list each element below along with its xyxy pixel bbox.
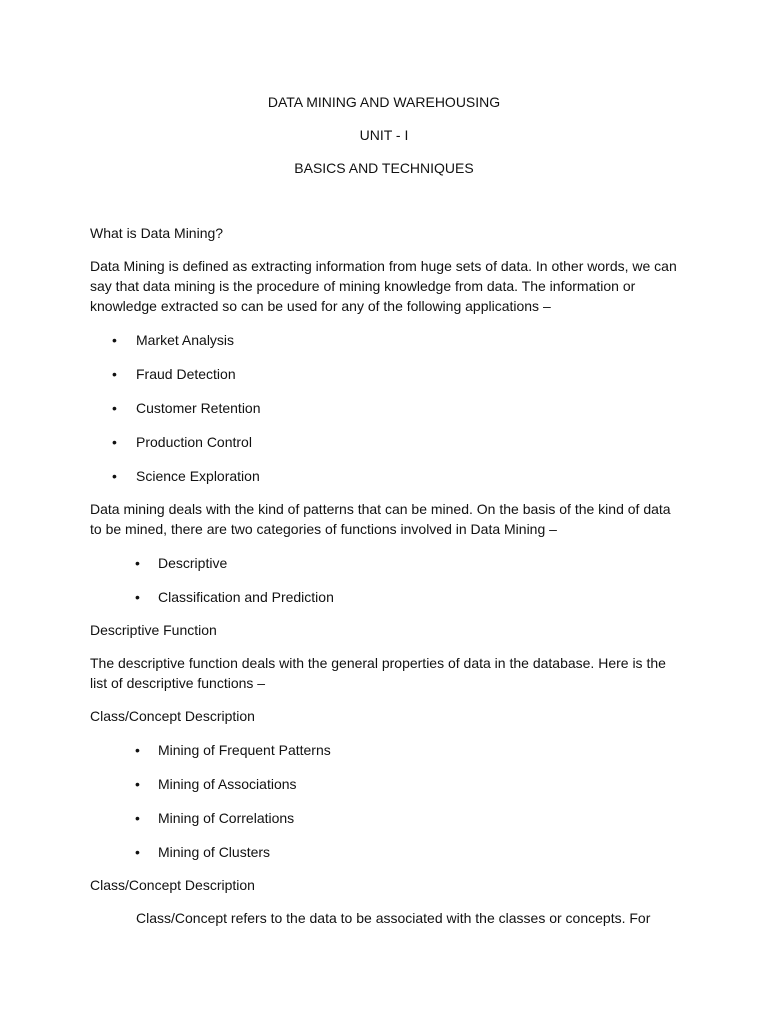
class-concept-heading-2: Class/Concept Description — [90, 877, 255, 893]
list-item: • Market Analysis — [112, 332, 235, 348]
categories-list — [90, 553, 678, 607]
definition-paragraph: Data Mining is defined as extracting information from huge sets of data. In other words, we can say that data mining is the procedure of mining knowledge from data. The information or knowledge extracted so can be used for any of the following applications – — [90, 258, 677, 314]
bullet-icon: • — [135, 776, 140, 792]
bullet-icon: • — [135, 555, 140, 571]
bullet-icon: • — [112, 332, 117, 348]
list-item: • Mining of Associations — [135, 776, 297, 792]
bullet-icon: • — [112, 400, 117, 416]
bullet-icon: • — [135, 742, 140, 758]
list-item: • Classification and Prediction — [135, 589, 334, 605]
descriptive-function-heading: Descriptive Function — [90, 622, 217, 638]
class-concept-heading: Class/Concept Description — [90, 708, 255, 724]
bullet-icon: • — [135, 810, 140, 826]
bullet-icon: • — [135, 589, 140, 605]
functions-list — [90, 740, 678, 862]
unit-label: UNIT - I — [359, 127, 409, 143]
patterns-paragraph: Data mining deals with the kind of patterns that can be mined. On the basis of the kind of data to be mined, there are two categories of functions involved in Data Mining – — [90, 501, 671, 537]
list-item: • Customer Retention — [112, 400, 261, 416]
bullet-icon: • — [112, 434, 117, 450]
bullet-icon: • — [112, 468, 117, 484]
question-heading: What is Data Mining? — [90, 225, 224, 241]
list-item: • Mining of Frequent Patterns — [135, 742, 331, 758]
bullet-icon: • — [135, 844, 140, 860]
class-concept-paragraph: Class/Concept refers to the data to be associated with the classes or concepts. For — [136, 910, 651, 926]
list-item: • Fraud Detection — [112, 366, 236, 382]
document-subtitle: BASICS AND TECHNIQUES — [294, 160, 474, 176]
list-item: • Production Control — [112, 434, 252, 450]
descriptive-function-paragraph: The descriptive function deals with the general properties of data in the database. Here is the list of descriptive functions – — [90, 655, 666, 691]
document-title: DATA MINING AND WAREHOUSING — [267, 94, 501, 110]
list-item: • Mining of Correlations — [135, 810, 295, 826]
list-item: • Science Exploration — [112, 468, 260, 484]
list-item: • Descriptive — [135, 555, 228, 571]
applications-list — [90, 330, 678, 486]
bullet-icon: • — [112, 366, 117, 382]
list-item: • Mining of Clusters — [135, 844, 271, 860]
